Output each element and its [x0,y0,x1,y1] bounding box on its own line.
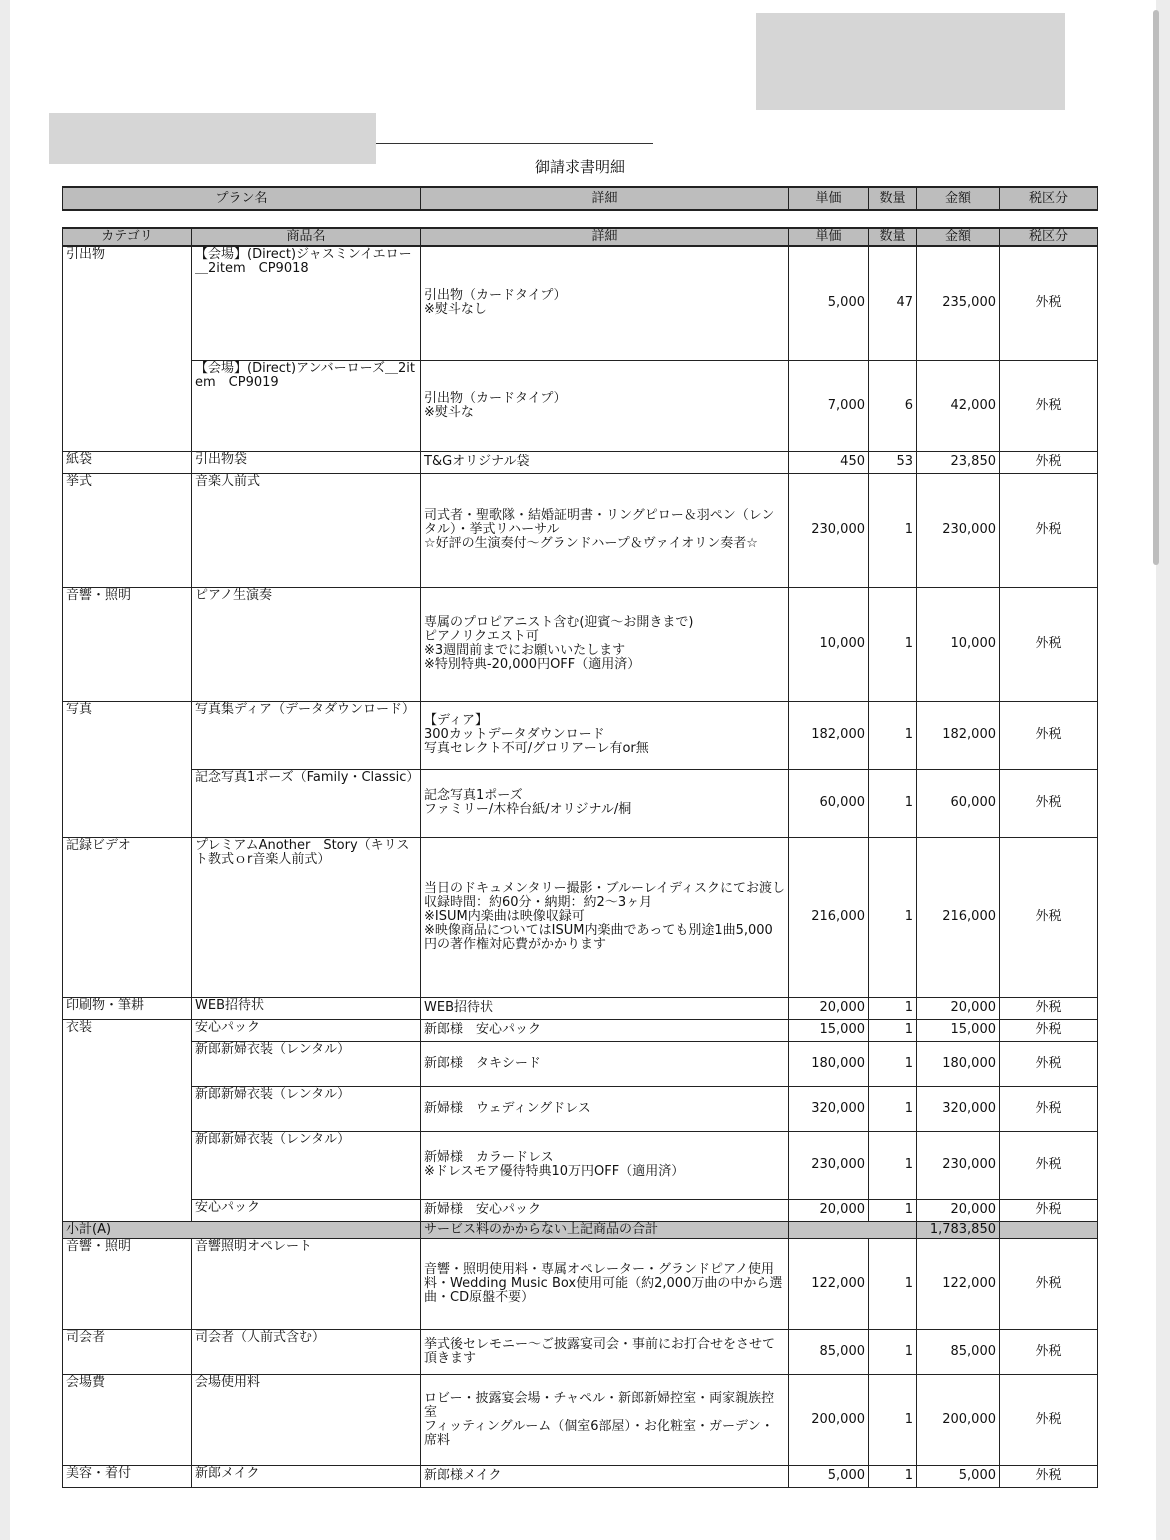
product-cell: 新郎新婦衣装（レンタル） [192,1041,421,1086]
amount-cell: 230,000 [917,1131,1000,1199]
detail-line: WEB招待状 [424,1000,493,1015]
quantity-cell: 1 [869,1329,917,1374]
quantity-cell: 47 [869,246,917,360]
category-cell [63,1131,192,1199]
detail-line: フィッティングルーム（個室6部屋）・お化粧室・ガーデン・席料 [424,1418,774,1448]
detail-line: ※熨斗な [424,404,474,420]
amount-cell: 320,000 [917,1086,1000,1131]
detail-cell [421,1374,789,1465]
amount-cell: 20,000 [917,997,1000,1019]
table-row [63,473,1098,587]
detail-cell [421,451,789,473]
column-header: カテゴリ [63,228,192,246]
table-row [63,997,1098,1019]
tax-type-cell: 外税 [1000,1199,1098,1221]
unit-price-cell: 20,000 [789,997,869,1019]
tax-type-cell: 外税 [1000,1238,1098,1329]
category-cell: 音響・照明 [63,1238,192,1329]
category-cell [63,360,192,451]
category-cell: 美容・着付 [63,1465,192,1487]
unit-price-cell: 230,000 [789,473,869,587]
category-cell: 記録ビデオ [63,837,192,997]
tax-type-cell: 外税 [1000,1374,1098,1465]
quantity-cell: 1 [869,837,917,997]
detail-line: ※ISUM内楽曲は映像収録可 [424,909,585,924]
detail-line: ☆好評の生演奏付～グランドハープ＆ヴァイオリン奏者☆ [424,536,758,551]
invoice-items-table [62,227,1098,1488]
product-cell: 安心パック [192,1199,421,1221]
amount-cell: 60,000 [917,769,1000,837]
tax-type-cell: 外税 [1000,451,1098,473]
detail-line: 引出物（カードタイプ） [424,390,567,406]
unit-price-cell: 5,000 [789,246,869,360]
quantity-cell: 1 [869,1238,917,1329]
category-cell [63,1041,192,1086]
product-cell: 司会者（人前式含む） [192,1329,421,1374]
product-cell: 音響照明オペレート [192,1238,421,1329]
product-cell: 引出物袋 [192,451,421,473]
unit-price-cell: 216,000 [789,837,869,997]
detail-cell [421,587,789,701]
unit-price-cell: 10,000 [789,587,869,701]
unit-price-cell: 5,000 [789,1465,869,1487]
detail-line: 新郎様 安心パック [424,1022,542,1037]
quantity-cell: 1 [869,1019,917,1041]
quantity-cell: 1 [869,1086,917,1131]
detail-line: ※ドレスモア優待特典10万円OFF（適用済） [424,1164,685,1179]
table-row [63,1199,1098,1221]
detail-line: 記念写真1ポーズ [424,788,523,803]
quantity-cell: 1 [869,473,917,587]
detail-line: ピアノリクエスト可 [424,629,539,644]
detail-cell [421,473,789,587]
detail-cell [421,1238,789,1329]
detail-line: 新郎様 タキシード [424,1055,541,1071]
unit-price-cell: 7,000 [789,360,869,451]
detail-cell [421,1131,789,1199]
tax-type-cell: 外税 [1000,701,1098,769]
unit-price-cell: 20,000 [789,1199,869,1221]
quantity-cell: 1 [869,1041,917,1086]
detail-line: 【ディア】 [424,713,488,728]
category-cell [63,1199,192,1221]
amount-cell: 15,000 [917,1019,1000,1041]
subtotal-label: 小計(A) [63,1221,421,1238]
amount-cell: 216,000 [917,837,1000,997]
table-row [63,1374,1098,1465]
product-cell: 【会場】(Direct)アンバーローズ＿2item CP9019 [192,360,421,451]
detail-line: ※3週間前までにお願いいたします [424,643,626,658]
detail-cell [421,837,789,997]
detail-cell [421,246,789,360]
subtotal-detail: サービス料のかからない上記商品の合計 [421,1221,789,1238]
scrollbar[interactable] [1153,10,1159,565]
quantity-cell: 1 [869,587,917,701]
tax-type-cell: 外税 [1000,246,1098,360]
redacted-block [756,13,1065,110]
unit-price-cell: 450 [789,451,869,473]
detail-line: 引出物（カードタイプ） [424,288,567,304]
detail-line: ロビー・披露宴会場・チャペル・新郎新婦控室・両家親族控室 [424,1390,775,1420]
detail-cell [421,360,789,451]
product-cell: 写真集ディア（データダウンロード） [192,701,421,769]
table-row [63,360,1098,451]
column-header: プラン名 [63,187,421,210]
category-cell: 音響・照明 [63,587,192,701]
amount-cell: 20,000 [917,1199,1000,1221]
amount-cell: 235,000 [917,246,1000,360]
product-cell: WEB招待状 [192,997,421,1019]
tax-type-cell: 外税 [1000,997,1098,1019]
product-cell: 【会場】(Direct)ジャスミンイエロー＿2item CP9018 [192,246,421,360]
table-row [63,1329,1098,1374]
detail-line: 300カットデータダウンロード [424,727,605,742]
category-cell: 衣装 [63,1019,192,1041]
detail-cell [421,1465,789,1487]
category-cell: 司会者 [63,1329,192,1374]
tax-type-cell: 外税 [1000,1086,1098,1131]
plan-header-table [62,186,1098,211]
unit-price-cell: 180,000 [789,1041,869,1086]
category-cell: 引出物 [63,246,192,360]
category-cell: 挙式 [63,473,192,587]
quantity-cell: 1 [869,997,917,1019]
detail-cell [421,997,789,1019]
detail-line: 収録時間：約60分・納期：約2～3ヶ月 [424,895,653,910]
column-header: 単価 [789,187,869,210]
quantity-cell: 1 [869,1199,917,1221]
amount-cell: 5,000 [917,1465,1000,1487]
amount-cell: 42,000 [917,360,1000,451]
detail-line: 当日のドキュメンタリー撮影・ブルーレイディスクにてお渡し [424,881,786,896]
category-cell: 印刷物・筆耕 [63,997,192,1019]
tax-type-cell: 外税 [1000,837,1098,997]
category-cell: 写真 [63,701,192,769]
product-cell: 記念写真1ポーズ（Family・Classic） [192,769,421,837]
detail-line: T&Gオリジナル袋 [424,454,530,469]
table-row [63,1086,1098,1131]
table-row [63,587,1098,701]
redacted-block [49,113,376,164]
quantity-cell: 1 [869,1374,917,1465]
quantity-cell: 1 [869,769,917,837]
tax-type-cell: 外税 [1000,1131,1098,1199]
subtotal-amount: 1,783,850 [917,1221,1000,1238]
table-row [63,701,1098,769]
column-header: 金額 [917,187,1000,210]
detail-line: 新婦様 安心パック [424,1202,542,1217]
table-row [63,246,1098,360]
detail-cell [421,1041,789,1086]
column-header: 税区分 [1000,228,1098,246]
subtotal-row [63,1221,1098,1238]
table-row [63,1465,1098,1487]
detail-line: ※熨斗なし [424,302,487,318]
table-row [63,451,1098,473]
unit-price-cell: 230,000 [789,1131,869,1199]
detail-line: ※映像商品についてはISUM内楽曲であっても別途1曲5,000円の著作権対応費がかかります [424,923,773,952]
product-cell: プレミアムAnother Story（キリスト教式ｏr音楽人前式） [192,837,421,997]
category-cell [63,1086,192,1131]
table-row [63,837,1098,997]
product-cell: 新郎メイク [192,1465,421,1487]
column-header: 数量 [869,228,917,246]
amount-cell: 23,850 [917,451,1000,473]
tax-type-cell: 外税 [1000,1465,1098,1487]
table-row [63,1238,1098,1329]
tax-type-cell: 外税 [1000,769,1098,837]
unit-price-cell: 15,000 [789,1019,869,1041]
category-cell: 会場費 [63,1374,192,1465]
table-row [63,1041,1098,1086]
unit-price-cell: 85,000 [789,1329,869,1374]
name-underline [376,143,653,144]
quantity-cell: 1 [869,1465,917,1487]
column-header: 単価 [789,228,869,246]
product-cell: 会場使用料 [192,1374,421,1465]
detail-cell [421,1019,789,1041]
unit-price-cell: 320,000 [789,1086,869,1131]
product-cell: 新郎新婦衣装（レンタル） [192,1086,421,1131]
quantity-cell: 1 [869,701,917,769]
tax-type-cell: 外税 [1000,587,1098,701]
plan-header-row [63,187,1098,210]
column-header: 商品名 [192,228,421,246]
detail-line: ※特別特典-20,000円OFF（適用済） [424,657,641,672]
column-header: 数量 [869,187,917,210]
quantity-cell: 53 [869,451,917,473]
amount-cell: 180,000 [917,1041,1000,1086]
detail-line: 新婦様 ウェディングドレス [424,1100,591,1116]
table-row [63,769,1098,837]
detail-line: 新婦様 カラードレス [424,1150,554,1165]
table-row [63,1019,1098,1041]
amount-cell: 182,000 [917,701,1000,769]
detail-cell [421,701,789,769]
amount-cell: 122,000 [917,1238,1000,1329]
detail-cell [421,1329,789,1374]
quantity-cell: 6 [869,360,917,451]
detail-line: 新郎様メイク [424,1468,502,1483]
column-header: 税区分 [1000,187,1098,210]
subtotal-blank [789,1221,917,1238]
amount-cell: 230,000 [917,473,1000,587]
product-cell: 新郎新婦衣装（レンタル） [192,1131,421,1199]
tax-type-cell: 外税 [1000,473,1098,587]
unit-price-cell: 182,000 [789,701,869,769]
tax-type-cell: 外税 [1000,1019,1098,1041]
detail-cell [421,1086,789,1131]
unit-price-cell: 60,000 [789,769,869,837]
detail-line: 挙式後セレモニー～ご披露宴司会・事前にお打合せをさせて頂きます [424,1336,776,1366]
column-header: 詳細 [421,228,789,246]
category-cell: 紙袋 [63,451,192,473]
quantity-cell: 1 [869,1131,917,1199]
product-cell: ピアノ生演奏 [192,587,421,701]
document-title: 御請求書明細 [534,158,625,176]
table-row [63,1131,1098,1199]
detail-line: 司式者・聖歌隊・結婚証明書・リングピロー＆羽ペン（レンタル）・挙式リハーサル [424,508,775,537]
detail-line: 音響・照明使用料・専属オペレーター・グランドピアノ使用料・Wedding Music Box使用可能（約2,000万曲の中から選曲・CD原盤不要） [424,1261,783,1305]
unit-price-cell: 200,000 [789,1374,869,1465]
column-header: 金額 [917,228,1000,246]
subtotal-tax-blank [1000,1221,1098,1238]
product-cell: 安心パック [192,1019,421,1041]
amount-cell: 10,000 [917,587,1000,701]
unit-price-cell: 122,000 [789,1238,869,1329]
tax-type-cell: 外税 [1000,360,1098,451]
column-header: 詳細 [421,187,789,210]
detail-line: 写真セレクト不可/グロリアーレ有or無 [424,741,649,756]
category-cell [63,769,192,837]
detail-line: 専属のプロピアニスト含む(迎賓～お開きまで) [424,615,694,630]
detail-cell [421,769,789,837]
tax-type-cell: 外税 [1000,1329,1098,1374]
tax-type-cell: 外税 [1000,1041,1098,1086]
amount-cell: 85,000 [917,1329,1000,1374]
product-cell: 音楽人前式 [192,473,421,587]
detail-line: ファミリー/木枠台紙/オリジナル/桐 [424,802,632,817]
detail-cell [421,1199,789,1221]
item-header-row [63,228,1098,246]
amount-cell: 200,000 [917,1374,1000,1465]
